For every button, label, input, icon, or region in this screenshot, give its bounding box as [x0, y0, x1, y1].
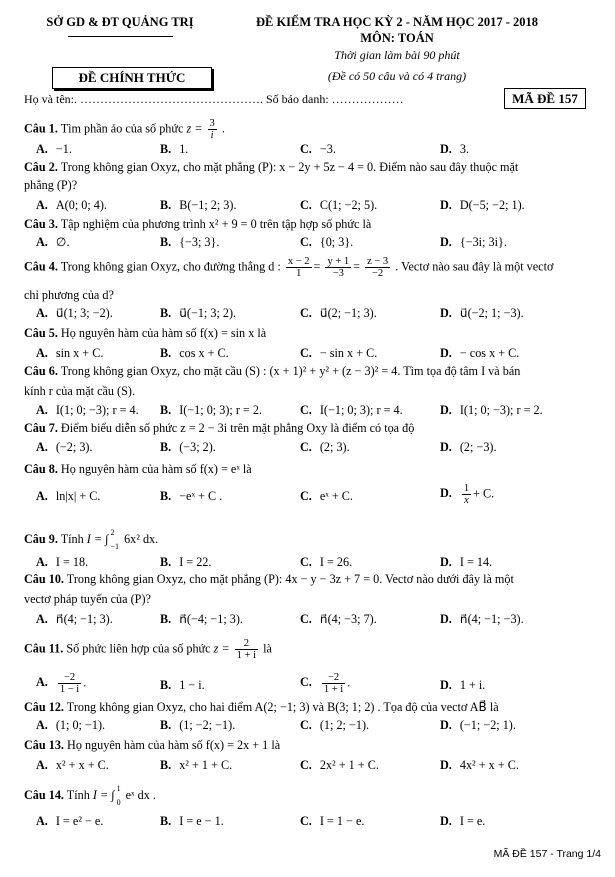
options-14 [36, 814, 596, 830]
option-d: D. D(−5; −2; 1). [440, 198, 525, 212]
option-c: C. (1; 2; −1). [300, 718, 370, 732]
question-number: Câu 5. [24, 326, 58, 340]
option-b: B. I = e − 1. [160, 814, 224, 828]
question-2 [24, 160, 594, 175]
option-d: D. I(1; 0; −3); r = 2. [440, 403, 543, 417]
option-b: B. I = 22. [160, 555, 212, 569]
question-text-end: . [221, 121, 225, 136]
option-a: A. ln|x| + C. [36, 489, 101, 503]
options-12 [36, 718, 596, 734]
option-c: C. I = 1 − e. [300, 814, 365, 828]
option-a: A. $\frac{-2}{1 - i}$ . [36, 672, 87, 695]
math-expression: z = [186, 121, 206, 136]
option-b: B. x² + 1 + C. [160, 758, 233, 772]
question-10-cont: vectơ pháp tuyến của (P)? [24, 592, 151, 606]
option-c: C. C(1; −2; 5). [300, 198, 378, 212]
question-number: Câu 4. [24, 259, 58, 274]
question-9 [24, 526, 594, 554]
option-c: C. eˣ + C. [300, 489, 353, 503]
options-7 [36, 440, 596, 456]
option-c: C. $\frac{-2}{1 + i}$ . [300, 672, 351, 695]
department-underline [68, 36, 173, 37]
option-b: B. cos x + C. [160, 346, 229, 360]
option-a: A. ∅. [36, 235, 70, 249]
question-number: Câu 6. [24, 364, 58, 378]
options-3 [36, 235, 596, 251]
question-number: Câu 13. [24, 738, 64, 752]
question-number: Câu 3. [24, 217, 58, 231]
math-expression: z = [213, 641, 233, 656]
option-c: C. {0; 3}. [300, 235, 354, 249]
option-a: A. u⃗(1; 3; −2). [36, 306, 113, 320]
question-text: Trong không gian Oxyz, cho mặt phẳng (P): 4x − y − 3z + 7 = 0. Vectơ nào dưới đây là một [66, 572, 514, 586]
option-d: D. I = e. [440, 814, 486, 828]
options-11 [36, 672, 596, 695]
question-10 [24, 572, 594, 587]
question-5 [24, 326, 594, 341]
option-a: A. n⃗(4; −1; 3). [36, 612, 113, 626]
question-number: Câu 9. [24, 531, 58, 546]
option-d: D. u⃗(−2; 1; −3). [440, 306, 524, 320]
department-block [40, 15, 200, 37]
question-text-end: 6x² dx. [124, 531, 159, 546]
question-text: Tìm phần ảo của số phức [60, 121, 187, 136]
question-number: Câu 12. [24, 700, 64, 714]
question-8 [24, 462, 594, 477]
option-c: C. 2x² + 1 + C. [300, 758, 379, 772]
integral-bounds: 2 −1 [110, 528, 120, 551]
department-name: SỞ GD & ĐT QUẢNG TRỊ [46, 15, 194, 29]
official-label: ĐỀ CHÍNH THỨC [52, 67, 212, 89]
question-4-cont: chỉ phương của d? [24, 288, 114, 302]
fraction: $\frac{-2}{1 + i}$ [323, 672, 344, 695]
question-text: Trong không gian Oxyz, cho đường thẳng d : [60, 259, 284, 274]
page-footer: MÃ ĐỀ 157 - Trang 1/4 [493, 848, 601, 860]
question-text-end: eˣ dx . [125, 787, 156, 802]
option-c: C. (2; 3). [300, 440, 350, 454]
option-a: A. I = 18. [36, 555, 89, 569]
option-b: B. {−3; 3}. [160, 235, 220, 249]
question-14 [24, 782, 594, 810]
fraction: $\frac{2}{1 + i}$ [236, 638, 257, 661]
option-c: C. I = 26. [300, 555, 353, 569]
question-6 [24, 364, 594, 379]
option-d: D. 4x² + x + C. [440, 758, 519, 772]
option-a: A. sin x + C. [36, 346, 104, 360]
fraction-numerator: 3 [209, 118, 215, 129]
option-a: A. −1. [36, 142, 72, 156]
question-text: Họ nguyên hàm của hàm số f(x) = sin x là [60, 326, 267, 340]
exam-code-box: MÃ ĐỀ 157 [504, 88, 586, 109]
question-text: Trong không gian Oxyz, cho mặt phẳng (P): x − 2y + 5z − 4 = 0. Điểm nào sau đây thuộc mặt [60, 160, 519, 174]
question-text-end: là [263, 641, 272, 656]
question-12 [24, 700, 594, 715]
option-a: A. (1; 0; −1). [36, 718, 106, 732]
options-6 [36, 403, 596, 419]
question-13 [24, 738, 594, 753]
question-text: Trong không gian Oxyz, cho hai điểm A(2; −1; 3) và B(3; 1; 2) . Tọa độ của vectơ AB⃗ là [66, 700, 499, 714]
option-c: C. n⃗(4; −3; 7). [300, 612, 377, 626]
question-2-cont: phẳng (P)? [24, 178, 78, 192]
option-c: C. I(−1; 0; 3); r = 4. [300, 403, 403, 417]
question-text: Số phức liên hợp của số phức [66, 641, 214, 656]
question-7 [24, 421, 594, 436]
question-text: Họ nguyên hàm của hàm số f(x) = 2x + 1 là [67, 738, 281, 752]
integral-bounds: 1 0 [116, 784, 121, 807]
option-b: B. (1; −2; −1). [160, 718, 236, 732]
option-d: D. {−3i; 3i}. [440, 235, 507, 249]
question-6-cont: kính r của mặt cầu (S). [24, 384, 136, 398]
option-a: A. (−2; 3). [36, 440, 93, 454]
option-b: B. B(−1; 2; 3). [160, 198, 237, 212]
option-c: C. − sin x + C. [300, 346, 378, 360]
option-d: D. (2; −3). [440, 440, 497, 454]
option-a: A. A(0; 0; 4). [36, 198, 107, 212]
options-2 [36, 198, 596, 214]
question-3 [24, 217, 594, 232]
fraction-denominator: i [210, 130, 214, 141]
question-number: Câu 14. [24, 787, 64, 802]
option-b: B. u⃗(−1; 3; 2). [160, 306, 237, 320]
option-b: B. −eˣ + C . [160, 489, 223, 503]
option-d: D. n⃗(4; −1; −3). [440, 612, 524, 626]
fraction [208, 118, 217, 141]
option-b: B. n⃗(−4; −1; 3). [160, 612, 243, 626]
options-4 [36, 306, 596, 322]
option-d: D. (−1; −2; 1). [440, 718, 516, 732]
question-number: Câu 7. [24, 421, 58, 435]
options-8 [36, 483, 596, 506]
fraction: $\frac{1}{x}$ [463, 483, 470, 506]
question-text: Điểm biểu diễn số phức z = 2 − 3i trên mặt phẳng Oxy là điểm có tọa độ [60, 421, 415, 435]
integral-expression: I = ∫ [92, 787, 115, 802]
fraction: $\frac{-2}{1 - i}$ [59, 672, 80, 695]
question-number: Câu 11. [24, 641, 64, 656]
fraction: $\frac{z - 3}{-2}$ [367, 256, 389, 279]
question-number: Câu 1. [24, 121, 58, 136]
exam-title-block [232, 15, 562, 84]
exam-note: (Đề có 50 câu và có 4 trang) [327, 69, 467, 83]
fraction: $\frac{y + 1}{-3}$ [327, 256, 350, 279]
question-text-end: . Vectơ nào sau đây là một vectơ [395, 259, 554, 274]
question-number: Câu 8. [24, 462, 58, 476]
option-d: D. I = 14. [440, 555, 493, 569]
option-c: C. −3. [300, 142, 336, 156]
option-b: B. I(−1; 0; 3); r = 2. [160, 403, 262, 417]
question-text: Tính [60, 531, 87, 546]
option-d: D. − cos x + C. [440, 346, 520, 360]
integral-expression: I = ∫ [86, 531, 109, 546]
options-1 [36, 142, 596, 158]
option-d: D. $\frac{1}{x}$ + C. [440, 483, 495, 506]
question-number: Câu 10. [24, 572, 64, 586]
option-b: B. 1 − i. [160, 678, 205, 692]
option-a: A. x² + x + C. [36, 758, 109, 772]
option-d: D. 1 + i. [440, 678, 486, 692]
question-text: Tập nghiệm của phương trình x² + 9 = 0 trên tập hợp số phức là [60, 217, 372, 231]
question-number: Câu 2. [24, 160, 58, 174]
option-a: A. I = e² − e. [36, 814, 104, 828]
options-9 [36, 555, 596, 571]
option-b: B. 1. [160, 142, 189, 156]
candidate-info-line: Họ và tên:. ………………………………………. Số báo danh: ……………… [24, 92, 404, 106]
option-b: B. (−3; 2). [160, 440, 216, 454]
exam-subject: MÔN: TOÁN [360, 31, 434, 45]
question-4: Câu 4. Trong không gian Oxyz, cho đường thẳng d : $\frac{x - 2}{1}$ = $\frac{y + 1}{-3}$ = $\frac{z - 3}{-2}$ . Vectơ nào sau đây là một vectơ [24, 256, 554, 279]
question-text: Trong không gian Oxyz, cho mặt cầu (S) : (x + 1)² + y² + (z − 3)² = 4. Tìm tọa độ tâm I và bán [60, 364, 521, 378]
question-text: Họ nguyên hàm của hàm số f(x) = eˣ là [60, 462, 252, 476]
option-a: A. I(1; 0; −3); r = 4. [36, 403, 139, 417]
exam-duration: Thời gian làm bài 90 phút [334, 48, 460, 62]
question-text: Tính [66, 787, 93, 802]
question-1 [24, 118, 594, 141]
option-d: D. 3. [440, 142, 469, 156]
options-13 [36, 758, 596, 774]
fraction: $\frac{x - 2}{1}$ [287, 256, 310, 279]
options-5 [36, 346, 596, 362]
option-c: C. u⃗(2; −1; 3). [300, 306, 377, 320]
exam-title: ĐỀ KIỂM TRA HỌC KỲ 2 - NĂM HỌC 2017 - 2018 [255, 15, 539, 29]
options-10 [36, 612, 596, 628]
question-11 [24, 638, 594, 661]
